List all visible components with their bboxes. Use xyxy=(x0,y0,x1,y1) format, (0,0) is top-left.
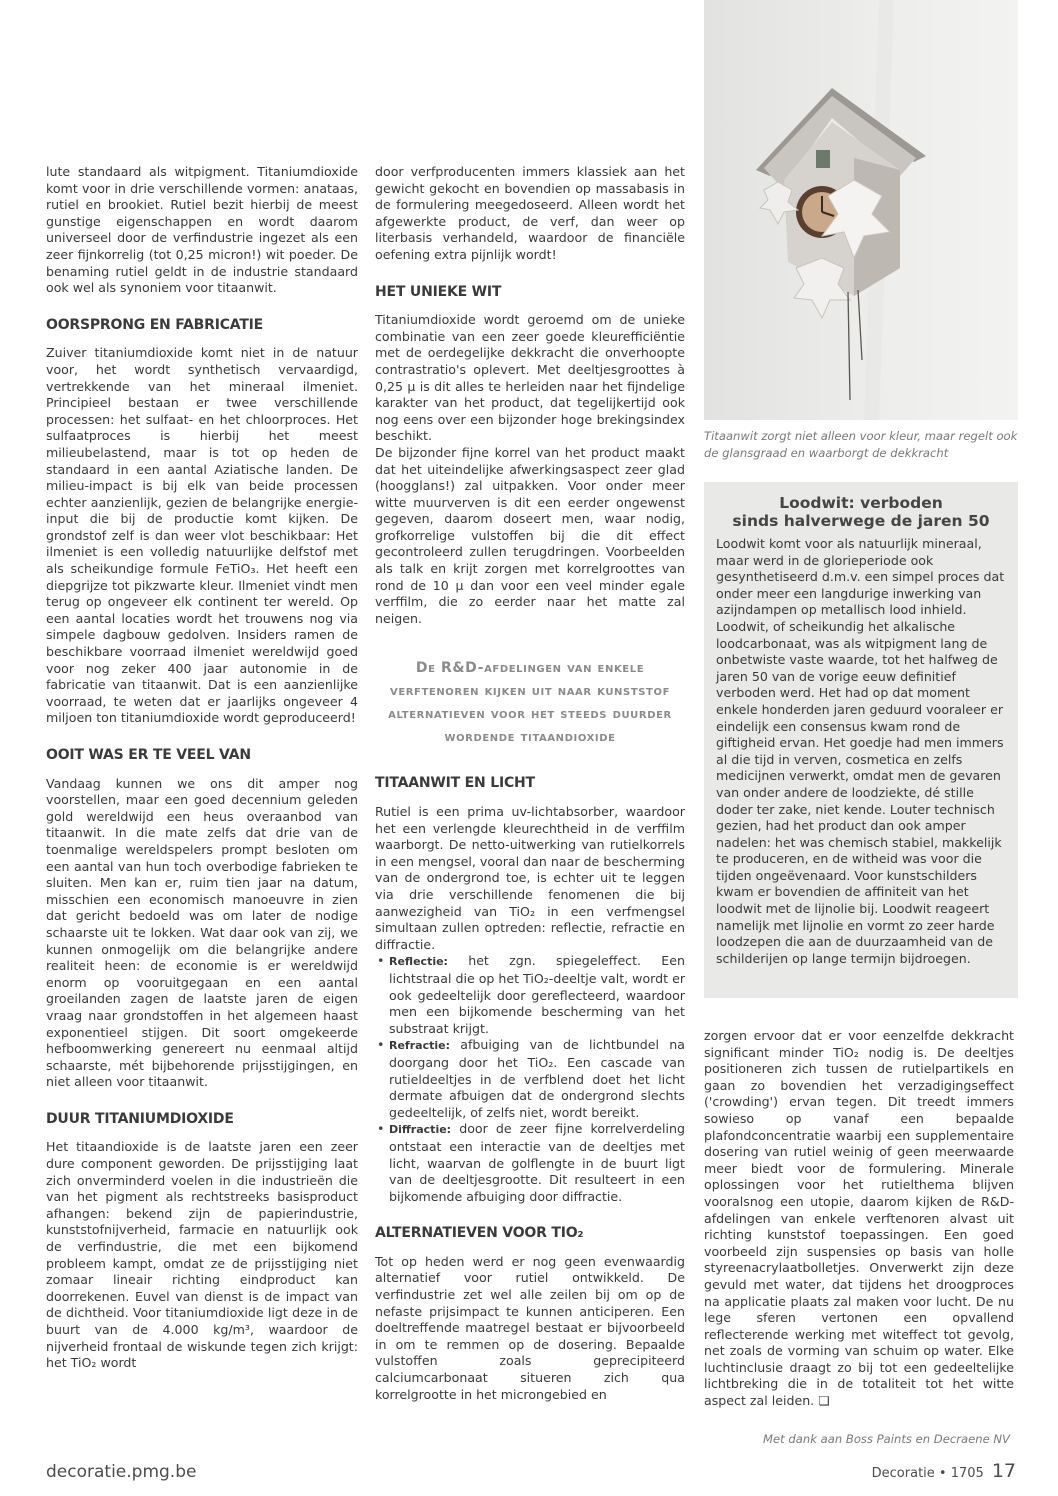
intro-paragraph-2: door verfproducenten immers klassiek aan het gewicht gekocht en bovendien op massabasis in de formulering meegedoseerd. Alleen wordt het afgewerkte product, de verf, dan weer op literbasis verhandeld, waardoor de financiële oefening extra pijnlijk wordt! xyxy=(375,164,685,262)
intro-paragraph: lute standaard als witpigment. Titaniumdioxide komt voor in drie verschillende vormen: anataas, rutiel en brookiet. Rutiel bezit hierbij de meest gunstige eigenschappen en wordt daarom universeel door de verfindustrie ingezet als een zeer fijnkorrelig (tot 0,25 micron!) wit poeder. De benaming rutiel geldt in de industrie standaard ook wel als synoniem voor titaanwit. xyxy=(46,164,358,296)
heading-licht: TITAANWIT EN LICHT xyxy=(375,775,535,792)
credit-line: Met dank aan Boss Paints en Decraene NV xyxy=(763,1432,1010,1446)
photo-caption: Titaanwit zorgt niet alleen voor kleur, maar regelt ook de glansgraad en waarborgt de dekkracht xyxy=(704,429,1018,460)
cuckoo-clock-illustration xyxy=(704,0,1018,420)
cuckoo-clock-photo xyxy=(704,0,1018,420)
article-column-2 xyxy=(375,164,685,1403)
paragraph-ooit: Vandaag kunnen we ons dit amper nog voorstellen, maar een goed decennium geleden gold wereldwijd een heus overaanbod van titaanwit. In die mate zelfs dat drie van de toenmalige wereldspelers prompt besloten om een aantal van hun toch overbodige fabrieken te sluiten. Men kan er, ruim tien jaar na datum, misschien een economisch manoeuvre in zien dat gericht bedoeld was om later de nodige schaarste uit te lokken. Wat daar ook van zij, we kunnen onmogelijk om die belangrijke andere realiteit heen: de economie is er wereldwijd enorm op vooruitgegaan en een aantal groeilanden zagen de laatste jaren de eigen vraag naar grondstoffen in het algemeen haast exponentieel stijgen. Dit soort omgekeerde hefboomwerking genereert nu eenmaal altijd schaarste, mét bijbehorende prijsstijgingen, en niet alleen voor titaanwit. xyxy=(46,775,358,1090)
paragraph-oorsprong: Zuiver titaniumdioxide komt niet in de natuur voor, het wordt synthetisch vervaardigd, vertrekkende van het mineraal ilmeniet. Principieel bestaan er twee verschillende processen: het sulfaat- en het chloorproces. Het sulfaatproces is hierbij het meest milieubelastend, maar is tot op heden de standaard in een aantal Aziatische landen. De milieu-impact is bij elk van beide processen echter aanzienlijk, gezien de belangrijke energie-input die bij de productie komt kijken. De grondstof zelf is dan weer vlot beschikbaar: Het ilmeniet is een volledig natuurlijke delfstof met als scheikundige formule FeTiO₃. Het heeft een diepgrijze tot pikzwarte kleur. Ilmeniet vindt men terug op ongeveer elk continent ter wereld. Op een aantal locaties wordt het trouwens nog via simpele dagbouw gedolven. Insiders ramen de beschikbare voorraad ilmeniet wereldwijd goed voor nog zeker 400 jaar autonomie in de fabricatie van titaanwit. Dat is een aanzienlijke voorraad, te weten dat er jaarlijks ongeveer 4 miljoen ton titaniumdioxide wordt geproduceerd! xyxy=(46,345,358,726)
list-item-refractie xyxy=(375,1037,685,1121)
paragraph-continuation xyxy=(704,1028,1014,1410)
heading-oorsprong: OORSPRONG EN FABRICATIE xyxy=(46,316,264,333)
paragraph-uniek-1: Titaniumdioxide wordt geroemd om de unieke combinatie van een zeer goede kleurefficiëntie met de oerdegelijke dekkracht die onverhoopte contrastratio's oplevert. Met deeltjesgroottes à 0,25 µ is dit alles te herleiden naar het fijndelige karakter van het product, dat tegelijkertijd ook nog eens over een bijzonder hoge brekingsindex beschikt. xyxy=(375,312,685,444)
list-item-diffractie xyxy=(375,1121,685,1205)
heading-duur: DUUR TITANIUMDIOXIDE xyxy=(46,1110,234,1127)
bullet-text: het zgn. spiegeleffect. Een lichtstraal die op het TiO₂-deeltje valt, wordt er ook gedeeltelijk door gereflecteerd, waardoor men een bijkomende bescherming van het substraat krijgt. xyxy=(389,953,685,1036)
sidebar-title xyxy=(704,494,1018,530)
footer-website: decoratie.pmg.be xyxy=(46,1462,197,1482)
bullet-label: Refractie: xyxy=(389,1039,450,1053)
pull-quote: De R&D-afdelingen van enkele verftenoren kijken uit naar kunststof alternatieven voor het steeds duurder wordende titaandioxide xyxy=(388,660,672,746)
paragraph-uniek-2: De bijzonder fijne korrel van het product maakt dat het uiteindelijke afwerkingsaspect zeer glad (hoogglans!) zal uitpakken. Voor onder meer witte muurverven is dit een eerder ongewenst gegeven, daarom doseert men, waar nodig, grofkorrelige vulstoffen bij die dit effect gecontroleerd zullen terugdringen. Voorbeelden als talk en krijt zorgen met korrelgroottes van rond de 10 µ dan voor een veel minder egale verffilm, die zo eerder naar het matte zal neigen. xyxy=(375,444,685,626)
page-number: 17 xyxy=(991,1460,1016,1482)
paragraph-alternatieven: Tot op heden werd er nog geen evenwaardig alternatief voor rutiel ontwikkeld. De verfindustrie zet wel alle zeilen bij om op de nefaste prijsimpact te kunnen anticiperen. Een doeltreffende maatregel bestaat er bijvoorbeeld in om te remmen op de dosering. Bepaalde vulstoffen zoals geprecipiteerd calciumcarbonaat situeren zich qua korrelgrootte in het microngebied en xyxy=(375,1253,685,1402)
footer-issue xyxy=(872,1460,1016,1482)
bullet-label: Diffractie: xyxy=(389,1123,452,1137)
paragraph-licht: Rutiel is een prima uv-lichtabsorber, waardoor het een verlengde kleurechtheid in de verffilm waarborgt. De netto-uitwerking van rutielkorrels in een mengsel, vooral dan naar de bescherming van de ondergrond toe, is echter uit te leggen via drie verschillende fenomenen die bij aanwezigheid van TiO₂ in een verfmengsel simultaan zullen optreden: reflectie, refractie en diffractie. xyxy=(375,804,685,952)
paragraph-duur: Het titaandioxide is de laatste jaren een zeer dure component geworden. De prijsstijging laat zich onverminderd voelen in die industrieën die van het pigment als rechtstreeks basisproduct afhangen: bekend zijn de papierindustrie, kunststofnijverheid, farmacie en natuurlijk ook de verfindustrie, die met een bijkomend probleem kampt, omdat ze de prijsstijging niet zomaar lineair richting eindproduct kan doorrekenen. Euvel van dienst is de impact van de dichtheid. Voor titaniumdioxide ligt deze in de buurt van de 4.000 kg/m³, waardoor de nijverheid frontaal de wiskunde tegen zich krijgt: het TiO₂ wordt xyxy=(46,1139,358,1371)
article-column-1 xyxy=(46,164,358,1372)
bullet-label: Reflectie: xyxy=(389,955,448,969)
article-column-3 xyxy=(704,1028,1014,1410)
phenomena-list xyxy=(375,953,685,1205)
heading-uniek: HET UNIEKE WIT xyxy=(375,283,502,300)
footer-magazine: Decoratie • 1705 xyxy=(871,1466,984,1481)
sidebar-box xyxy=(704,482,1018,998)
heading-alternatieven: ALTERNATIEVEN VOOR TIO₂ xyxy=(375,1225,584,1242)
sidebar-title-line-2: sinds halverwege de jaren 50 xyxy=(732,512,990,530)
bullet-text: door de zeer fijne korrelverdeling ontstaat een interactie van de deeltjes met licht, waarvan de golflengte in de buurt ligt van de deeltjesgrootte. Dit resulteert in een bijkomende afbuiging door diffractie. xyxy=(389,1121,685,1204)
end-mark-icon: ❏ xyxy=(818,1393,830,1409)
bullet-text: afbuiging van de lichtbundel na doorgang door het TiO₂. Een cascade van rutieldeeltjes in de verfblend doet het licht dermate afbuigen dat de ondergrond slechts gedeeltelijk, of zelfs niet, wordt bereikt. xyxy=(389,1037,685,1120)
list-item-reflectie xyxy=(375,953,685,1037)
heading-ooit: OOIT WAS ER TE VEEL VAN xyxy=(46,747,251,763)
continuation-text: zorgen ervoor dat er voor eenzelfde dekkracht significant minder TiO₂ nodig is. De deeltjes positioneren zich tussen de rutielpartikels en gaan zo bovendien het verzadigingseffect ('crowding') ervan tegen. Dit treedt immers sowieso op vanaf een bepaalde plafondconcentratie waarbij een supplementaire dosering van rutiel weinig of geen meerwaarde meer biedt voor de formulering. Minerale oplossingen voor het rutielthema blijven vooralsnog een utopie, daarom kijken de R&D-afdelingen van enkele verftenoren alvast uit richting kunststof toepassingen. Een goed voorbeeld zijn suspensies op basis van holle styreenacrylaatbolletjes. Onverwerkt zijn deze gevuld met water, dat tijdens het droogproces na applicatie plaats zal maken voor lucht. De nu lege sferen vertonen een opvallend reflecterende werking met witeffect tot gevolg, net zoals de vorming van schuim op water. Elke luchtinclusie draagt zo bij tot een gedeeltelijke lichtbreking die in de totaliteit tot het witte aspect zal leiden. xyxy=(704,1028,1014,1409)
sidebar-text: Loodwit komt voor als natuurlijk mineraal, maar werd in de glorieperiode ook gesynthetiseerd d.m.v. een simpel proces dat onder meer een langdurige inwerking van azijndampen op metallisch lood inhield. Loodwit, of scheikundig het alkalische loodcarbonaat, was als witpigment lang de onbetwiste vaste waarde, tot het halfweg de jaren 50 van de vorige eeuw definitief verboden werd. Het had op dat moment enkele honderden jaren geduurd vooraleer er eindelijk een consensus kwam rond de giftigheid ervan. Het goedje had men immers al die tijd in verven, cosmetica en zelfs medicijnen verwerkt, omdat men de gevaren van onder andere de loodziekte, dé stille doder ter zake, niet kende. Louter technisch gezien, had het product dan ook amper nadelen: het was chemisch stabiel, makkelijk te produceren, en de witheid was voor die tijden ongeëvenaard. Voor kunstschilders kwam er bovendien de affiniteit van het loodwit met de lijnolie bij. Loodwit reageert namelijk met lijnolie en vormt zo zeer harde loodzepen die aan de duurzaamheid van de schilderijen op lange termijn bijdroegen. xyxy=(716,536,1005,966)
sidebar-title-line-1: Loodwit: verboden xyxy=(779,494,943,512)
